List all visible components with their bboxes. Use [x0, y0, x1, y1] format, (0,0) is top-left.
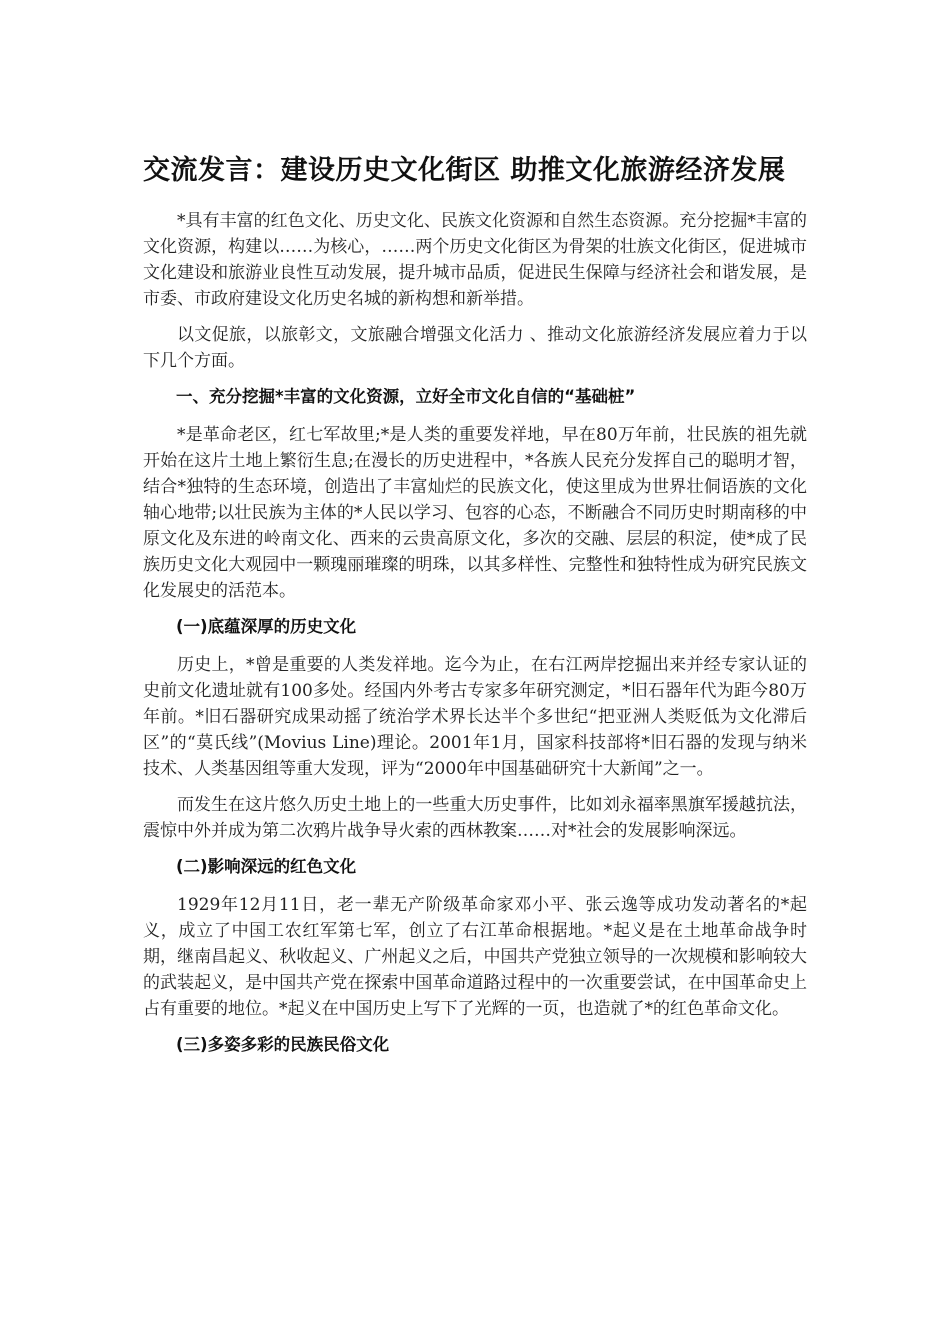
paragraph-history-1: 历史上，*曾是重要的人类发祥地。迄今为止，在右江两岸挖掘出来并经专家认证的史前文化遗址就有100多处。经国内外考古专家多年研究测定，*旧石器年代为距今80万年前。*旧石器研究成果动摇了统治学术界长达半个多世纪“把亚洲人类贬低为文化滞后区”的“莫氏线”(Movius Line)理论。2001年1月，国家科技部将*旧石器的发现与纳米技术、人类基因组等重大发现，评为“2000年中国基础研究十大新闻”之一。: [143, 655, 807, 779]
paragraph-overview: 以文促旅，以旅彰文，文旅融合增强文化活力 、推动文化旅游经济发展应着力于以下几个方面。: [143, 325, 807, 371]
document-page: [143, 146, 807, 1070]
paragraph-history-2: 而发生在这片悠久历史土地上的一些重大历史事件，比如刘永福率黑旗军援越抗法，震惊中外并成为第二次鸦片战争导火索的西林教案……对*社会的发展影响深远。: [143, 795, 807, 841]
subheading-red-culture: (二)影响深远的红色文化: [176, 857, 357, 876]
section-heading-1: 一、充分挖掘*丰富的文化资源，立好全市文化自信的“基础桩”: [176, 387, 636, 406]
paragraph-section-1: *是革命老区，红七军故里;*是人类的重要发祥地，早在80万年前，壮民族的祖先就开始在这片土地上繁衍生息;在漫长的历史进程中，*各族人民充分发挥自己的聪明才智，结合*独特的生态环境，创造出了丰富灿烂的民族文化，使这里成为世界壮侗语族的文化轴心地带;以壮民族为主体的*人民以学习、包容的心态，不断融合不同历史时期南移的中原文化及东进的岭南文化、西来的云贵高原文化，多次的交融、层层的积淀，使*成了民族历史文化大观园中一颗瑰丽璀璨的明珠，以其多样性、完整性和独特性成为研究民族文化发展史的活范本。: [143, 425, 807, 601]
subheading-history-culture: (一)底蕴深厚的历史文化: [176, 617, 357, 636]
paragraph-intro: *具有丰富的红色文化、历史文化、民族文化资源和自然生态资源。充分挖掘*丰富的文化资源，构建以……为核心，……两个历史文化街区为骨架的壮族文化街区，促进城市文化建设和旅游业良性互动发展，提升城市品质，促进民生保障与经济社会和谐发展，是市委、市政府建设文化历史名城的新构想和新举措。: [143, 211, 807, 309]
document-title: 交流发言：建设历史文化街区 助推文化旅游经济发展: [143, 155, 786, 186]
subheading-folk-culture: (三)多姿多彩的民族民俗文化: [176, 1035, 390, 1054]
paragraph-red-culture: 1929年12月11日，老一辈无产阶级革命家邓小平、张云逸等成功发动著名的*起义，成立了中国工农红军第七军，创立了右江革命根据地。*起义是在土地革命战争时期，继南昌起义、秋收起义、广州起义之后，中国共产党独立领导的一次规模和影响较大的武装起义，是中国共产党在探索中国革命道路过程中的一次重要尝试，在中国革命史上占有重要的地位。*起义在中国历史上写下了光辉的一页，也造就了*的红色革命文化。: [143, 895, 807, 1019]
